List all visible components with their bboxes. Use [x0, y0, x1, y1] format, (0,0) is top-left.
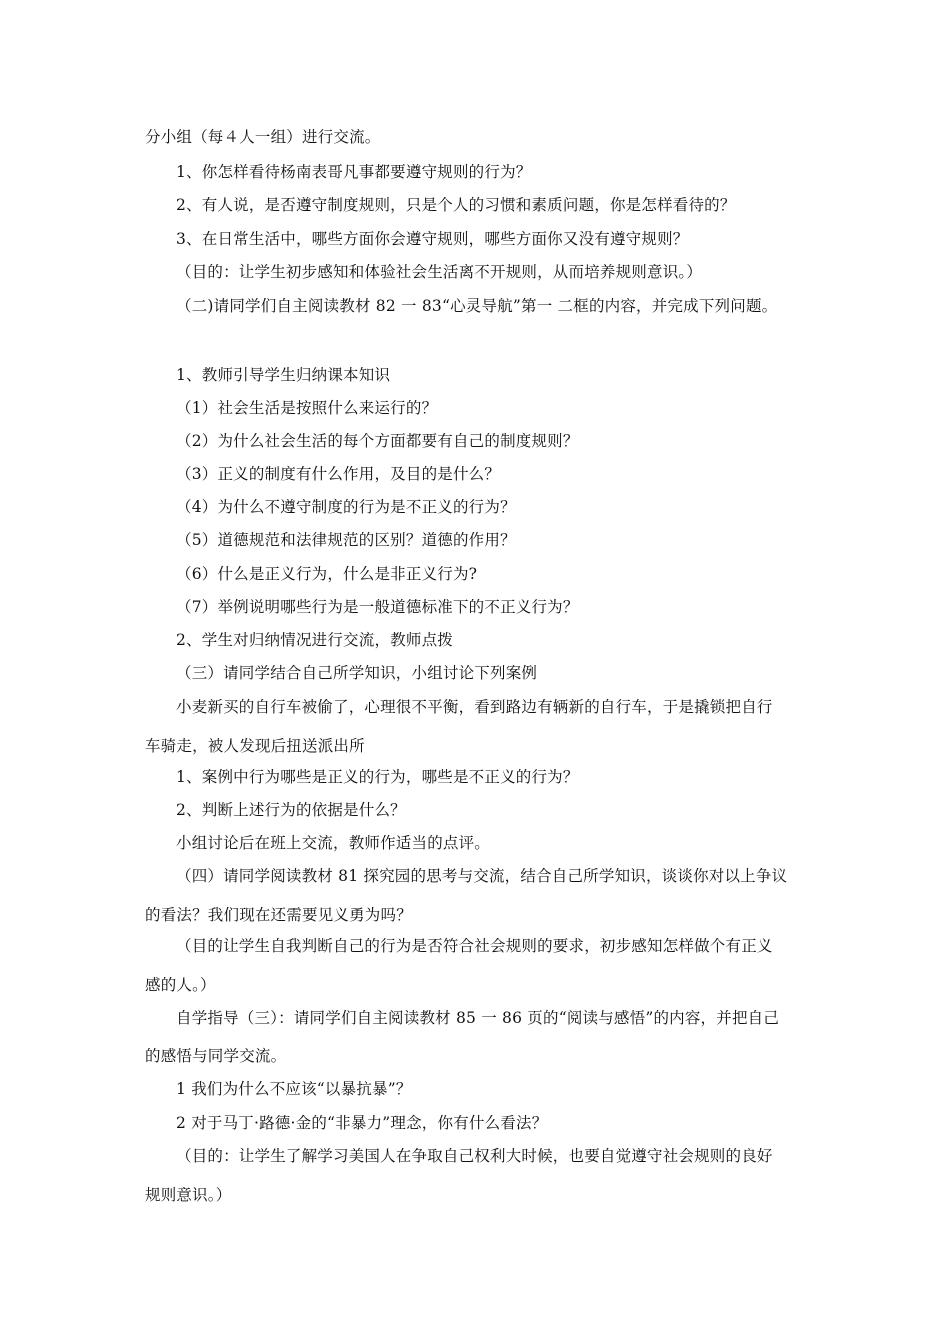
text-line: （三）请同学结合自己所学知识，小组讨论下列案例 [176, 664, 538, 682]
text-line: 2、判断上述行为的依据是什么？ [176, 801, 406, 819]
text-line: 的感悟与同学交流。 [145, 1047, 287, 1065]
text-line: 的看法？我们现在还需要见义勇为吗？ [145, 906, 412, 924]
text-line: （3）正义的制度有什么作用，及目的是什么？ [176, 465, 501, 483]
text-line: 1 我们为什么不应该“以暴抗暴”？ [176, 1080, 412, 1098]
text-line: 3、在日常生活中，哪些方面你会遵守规则，哪些方面你又没有遵守规则？ [176, 230, 689, 248]
text-line: （二)请同学们自主阅读教材 82 一 83“心灵导航”第一 二框的内容，并完成下列问题。 [176, 297, 778, 315]
text-line: 2、有人说，是否遵守制度规则，只是个人的习惯和素质问题，你是怎样看待的？ [176, 196, 736, 214]
text-line: （6）什么是正义行为，什么是非正义行为? [176, 565, 478, 583]
text-line: （四）请同学阅读教材 81 探究园的思考与交流，结合自己所学知识，谈谈你对以上争议 [176, 867, 788, 885]
text-line: 1、教师引导学生归纳课本知识 [176, 366, 391, 384]
text-line: 1、案例中行为哪些是正义的行为，哪些是不正义的行为？ [176, 768, 579, 786]
text-line: （目的：让学生初步感知和体验社会生活离不开规则，从而培养规则意识。） [176, 263, 703, 281]
text-line: 分小组（每４人一组）进行交流。 [145, 128, 381, 146]
text-line: 2、学生对归纳情况进行交流，教师点拨 [176, 631, 453, 649]
text-line: （目的让学生自我判断自己的行为是否符合社会规则的要求，初步感知怎样做个有正义 [176, 937, 773, 955]
text-line: 1、你怎样看待杨南表哥凡事都要遵守规则的行为？ [176, 163, 532, 181]
text-line: （2）为什么社会生活的每个方面都要有自己的制度规则？ [176, 432, 579, 450]
text-line: （目的：让学生了解学习美国人在争取自己权利大时候，也要自觉遵守社会规则的良好 [176, 1147, 773, 1165]
text-line: （7）举例说明哪些行为是一般道德标准下的不正义行为？ [176, 598, 579, 616]
text-line: 2 对于马丁·路德·金的“非暴力”理念，你有什么看法？ [176, 1114, 548, 1132]
text-line: 感的人。） [145, 976, 216, 994]
text-line: （1）社会生活是按照什么来运行的？ [176, 399, 438, 417]
text-line: 小麦新买的自行车被偷了，心理很不平衡，看到路边有辆新的自行车，于是撬锁把自行 [176, 698, 773, 716]
text-line: 规则意识。） [145, 1186, 232, 1204]
text-line: （5）道德规范和法律规范的区别？道德的作用？ [176, 531, 516, 549]
text-line: 自学指导（三）：请同学们自主阅读教材 85 一 86 页的“阅读与感悟”的内容，并把自己 [176, 1009, 780, 1027]
text-line: （4）为什么不遵守制度的行为是不正义的行为？ [176, 498, 516, 516]
text-line: 小组讨论后在班上交流，教师作适当的点评。 [176, 834, 491, 852]
text-line: 车骑走，被人发现后扭送派出所 [145, 737, 365, 755]
